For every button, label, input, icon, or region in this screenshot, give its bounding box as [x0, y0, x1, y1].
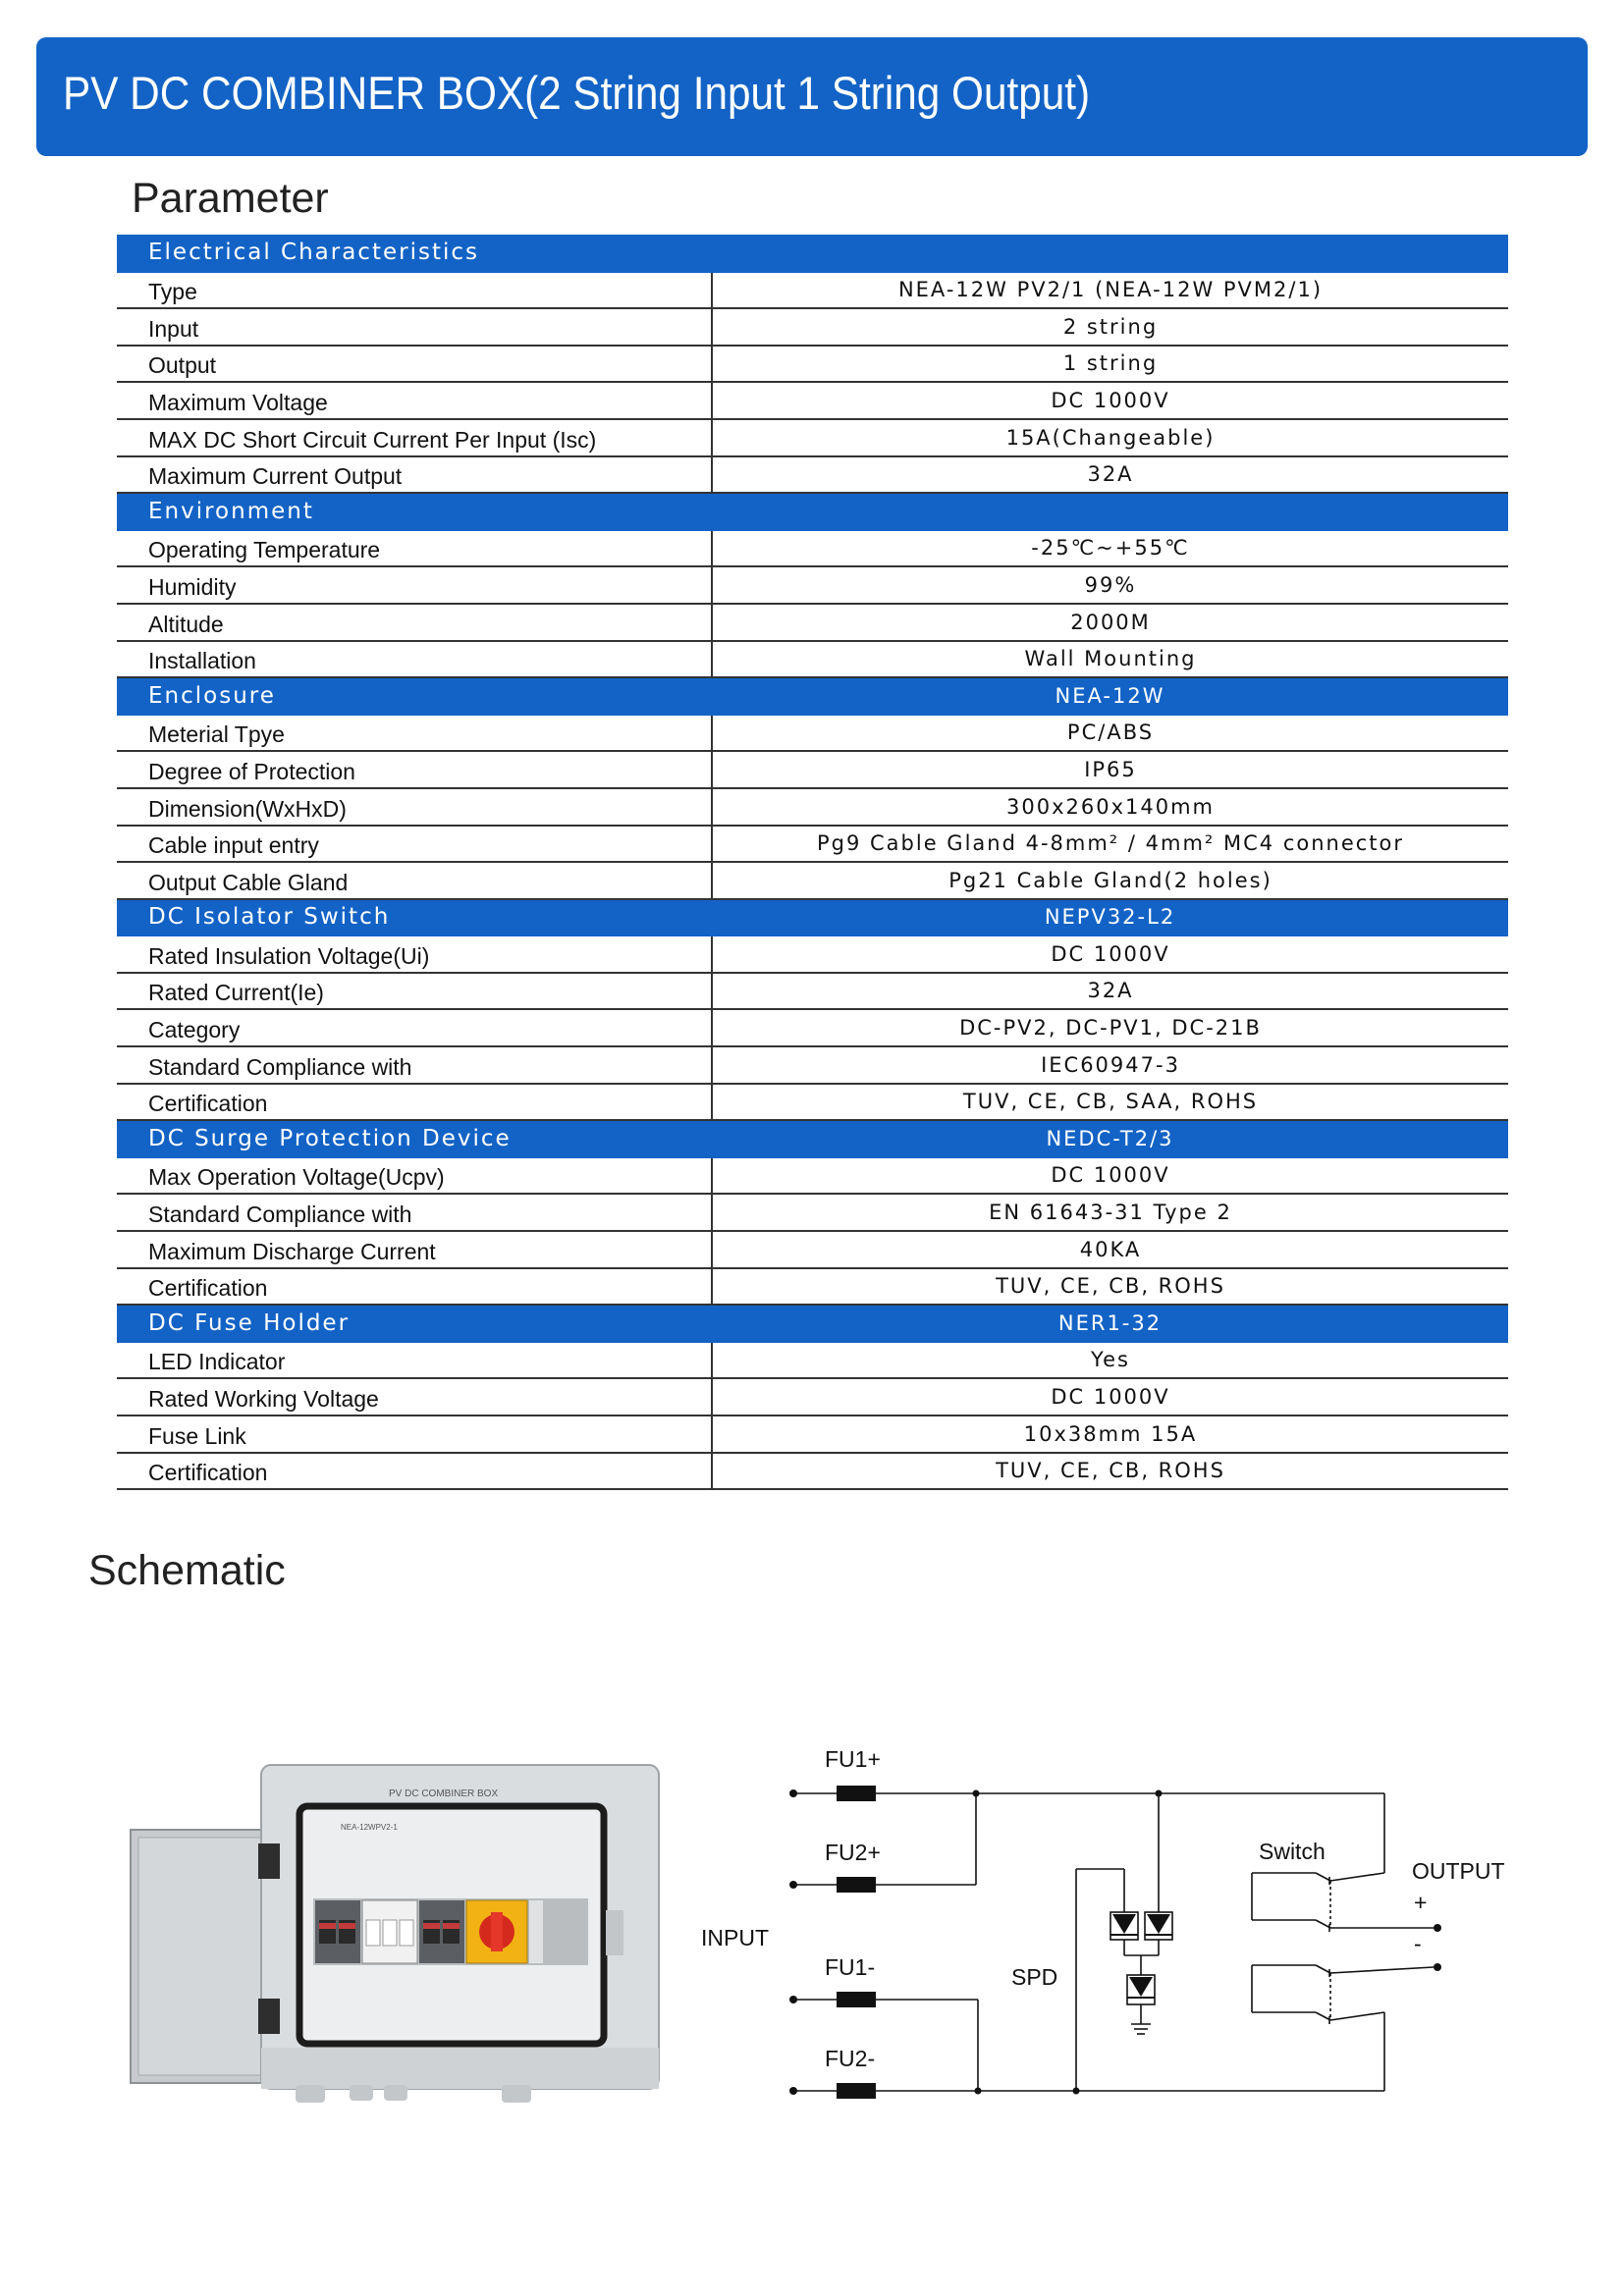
row-label: Standard Compliance with [117, 1046, 712, 1084]
section-header [117, 235, 1508, 272]
row-value: -25℃~+55℃ [712, 530, 1508, 567]
row-value: PC/ABS [712, 715, 1508, 752]
parameter-table [117, 235, 1508, 1490]
output-plus-label: + [1414, 1890, 1428, 1915]
table-row [117, 604, 1508, 641]
row-value: 2 string [712, 308, 1508, 346]
table-row [117, 935, 1508, 973]
table-row [117, 1342, 1508, 1379]
fu1-minus-label: FU1- [825, 1954, 876, 1980]
row-label: Degree of Protection [117, 751, 712, 788]
table-row [117, 751, 1508, 788]
section-model: NEA-12W [712, 677, 1508, 715]
fu2-minus-label: FU2- [825, 2046, 876, 2071]
row-value: Wall Mounting [712, 641, 1508, 678]
table-row [117, 1453, 1508, 1490]
row-label: Rated Working Voltage [117, 1378, 712, 1415]
row-label: Max Operation Voltage(Ucpv) [117, 1157, 712, 1195]
spd-label: SPD [1011, 1964, 1058, 1990]
section-model: NEPV32-L2 [712, 899, 1508, 936]
row-value: Yes [712, 1342, 1508, 1379]
row-label: MAX DC Short Circuit Current Per Input (Isc) [117, 419, 712, 456]
row-value: 2000M [712, 604, 1508, 641]
header-banner [36, 37, 1588, 156]
schematic-heading: Schematic [88, 1547, 286, 1594]
row-value: DC 1000V [712, 935, 1508, 973]
row-label: Humidity [117, 566, 712, 604]
row-value: IP65 [712, 751, 1508, 788]
row-label: Operating Temperature [117, 530, 712, 567]
section-title: DC Fuse Holder [117, 1305, 712, 1342]
section-model: NEDC-T2/3 [712, 1120, 1508, 1157]
table-row [117, 862, 1508, 899]
section-header [117, 493, 1508, 530]
row-value: 40KA [712, 1231, 1508, 1268]
row-value: Pg9 Cable Gland 4-8mm² / 4mm² MC4 connector [712, 826, 1508, 863]
schematic-diagram [687, 1728, 1551, 2140]
section-model: NER1-32 [712, 1305, 1508, 1342]
section-title: DC Isolator Switch [117, 899, 712, 936]
table-row [117, 1157, 1508, 1195]
combiner-box-photo [129, 1763, 664, 2113]
photo-model-label: NEA-12WPV2-1 [341, 1823, 398, 1832]
table-row [117, 566, 1508, 604]
row-label: Standard Compliance with [117, 1194, 712, 1231]
row-label: Rated Insulation Voltage(Ui) [117, 935, 712, 973]
row-label: Fuse Link [117, 1415, 712, 1453]
row-label: Output [117, 346, 712, 383]
table-row [117, 419, 1508, 456]
section-header [117, 677, 1508, 715]
table-row [117, 382, 1508, 419]
table-row [117, 973, 1508, 1010]
row-value: 99% [712, 566, 1508, 604]
row-value: DC 1000V [712, 1157, 1508, 1195]
row-label: Dimension(WxHxD) [117, 788, 712, 826]
row-label: Maximum Voltage [117, 382, 712, 419]
table-row [117, 308, 1508, 346]
row-label: Meterial Tpye [117, 715, 712, 752]
row-value: 1 string [712, 346, 1508, 383]
row-label: Maximum Current Output [117, 456, 712, 494]
table-row [117, 826, 1508, 863]
parameter-heading: Parameter [132, 175, 329, 222]
row-value: NEA-12W PV2/1 (NEA-12W PVM2/1) [712, 272, 1508, 309]
table-row [117, 1378, 1508, 1415]
row-label: Certification [117, 1268, 712, 1306]
table-row [117, 1231, 1508, 1268]
table-row [117, 1046, 1508, 1084]
table-row [117, 346, 1508, 383]
section-model [712, 235, 1508, 272]
row-value: TUV, CE, CB, ROHS [712, 1453, 1508, 1490]
row-label: Category [117, 1009, 712, 1046]
fu1-plus-label: FU1+ [825, 1746, 881, 1772]
row-value: IEC60947-3 [712, 1046, 1508, 1084]
section-header [117, 899, 1508, 936]
table-row [117, 1084, 1508, 1121]
row-label: Certification [117, 1453, 712, 1490]
row-value: EN 61643-31 Type 2 [712, 1194, 1508, 1231]
row-value: Pg21 Cable Gland(2 holes) [712, 862, 1508, 899]
row-value: 10x38mm 15A [712, 1415, 1508, 1453]
output-minus-label: - [1414, 1931, 1422, 1956]
row-value: DC 1000V [712, 382, 1508, 419]
output-label: OUTPUT [1412, 1858, 1505, 1884]
section-title: Environment [117, 493, 712, 530]
input-label: INPUT [701, 1925, 769, 1950]
table-row [117, 1194, 1508, 1231]
table-row [117, 1415, 1508, 1453]
table-row [117, 1268, 1508, 1306]
section-title: DC Surge Protection Device [117, 1120, 712, 1157]
door [131, 1830, 278, 2083]
row-label: Altitude [117, 604, 712, 641]
row-label: Installation [117, 641, 712, 678]
table-row [117, 641, 1508, 678]
row-value: DC-PV2, DC-PV1, DC-21B [712, 1009, 1508, 1046]
photo-box-label: PV DC COMBINER BOX [389, 1789, 499, 1799]
row-label: Maximum Discharge Current [117, 1231, 712, 1268]
row-value: DC 1000V [712, 1378, 1508, 1415]
row-value: 15A(Changeable) [712, 419, 1508, 456]
row-label: Input [117, 308, 712, 346]
table-row [117, 456, 1508, 494]
switch-label: Switch [1259, 1839, 1326, 1864]
table-row [117, 272, 1508, 309]
row-value: TUV, CE, CB, SAA, ROHS [712, 1084, 1508, 1121]
row-label: LED Indicator [117, 1342, 712, 1379]
section-title: Enclosure [117, 677, 712, 715]
section-model [712, 493, 1508, 530]
row-label: Certification [117, 1084, 712, 1121]
row-label: Type [117, 272, 712, 309]
row-value: TUV, CE, CB, ROHS [712, 1268, 1508, 1306]
section-header [117, 1120, 1508, 1157]
section-title: Electrical Characteristics [117, 235, 712, 272]
row-value: 32A [712, 973, 1508, 1010]
page-title: PV DC COMBINER BOX(2 String Input 1 String Output) [63, 67, 1091, 119]
row-label: Rated Current(Ie) [117, 973, 712, 1010]
row-value: 32A [712, 456, 1508, 494]
row-value: 300x260x140mm [712, 788, 1508, 826]
table-row [117, 788, 1508, 826]
table-row [117, 715, 1508, 752]
section-header [117, 1305, 1508, 1342]
row-label: Cable input entry [117, 826, 712, 863]
row-label: Output Cable Gland [117, 862, 712, 899]
table-row [117, 1009, 1508, 1046]
fu2-plus-label: FU2+ [825, 1840, 881, 1865]
table-row [117, 530, 1508, 567]
